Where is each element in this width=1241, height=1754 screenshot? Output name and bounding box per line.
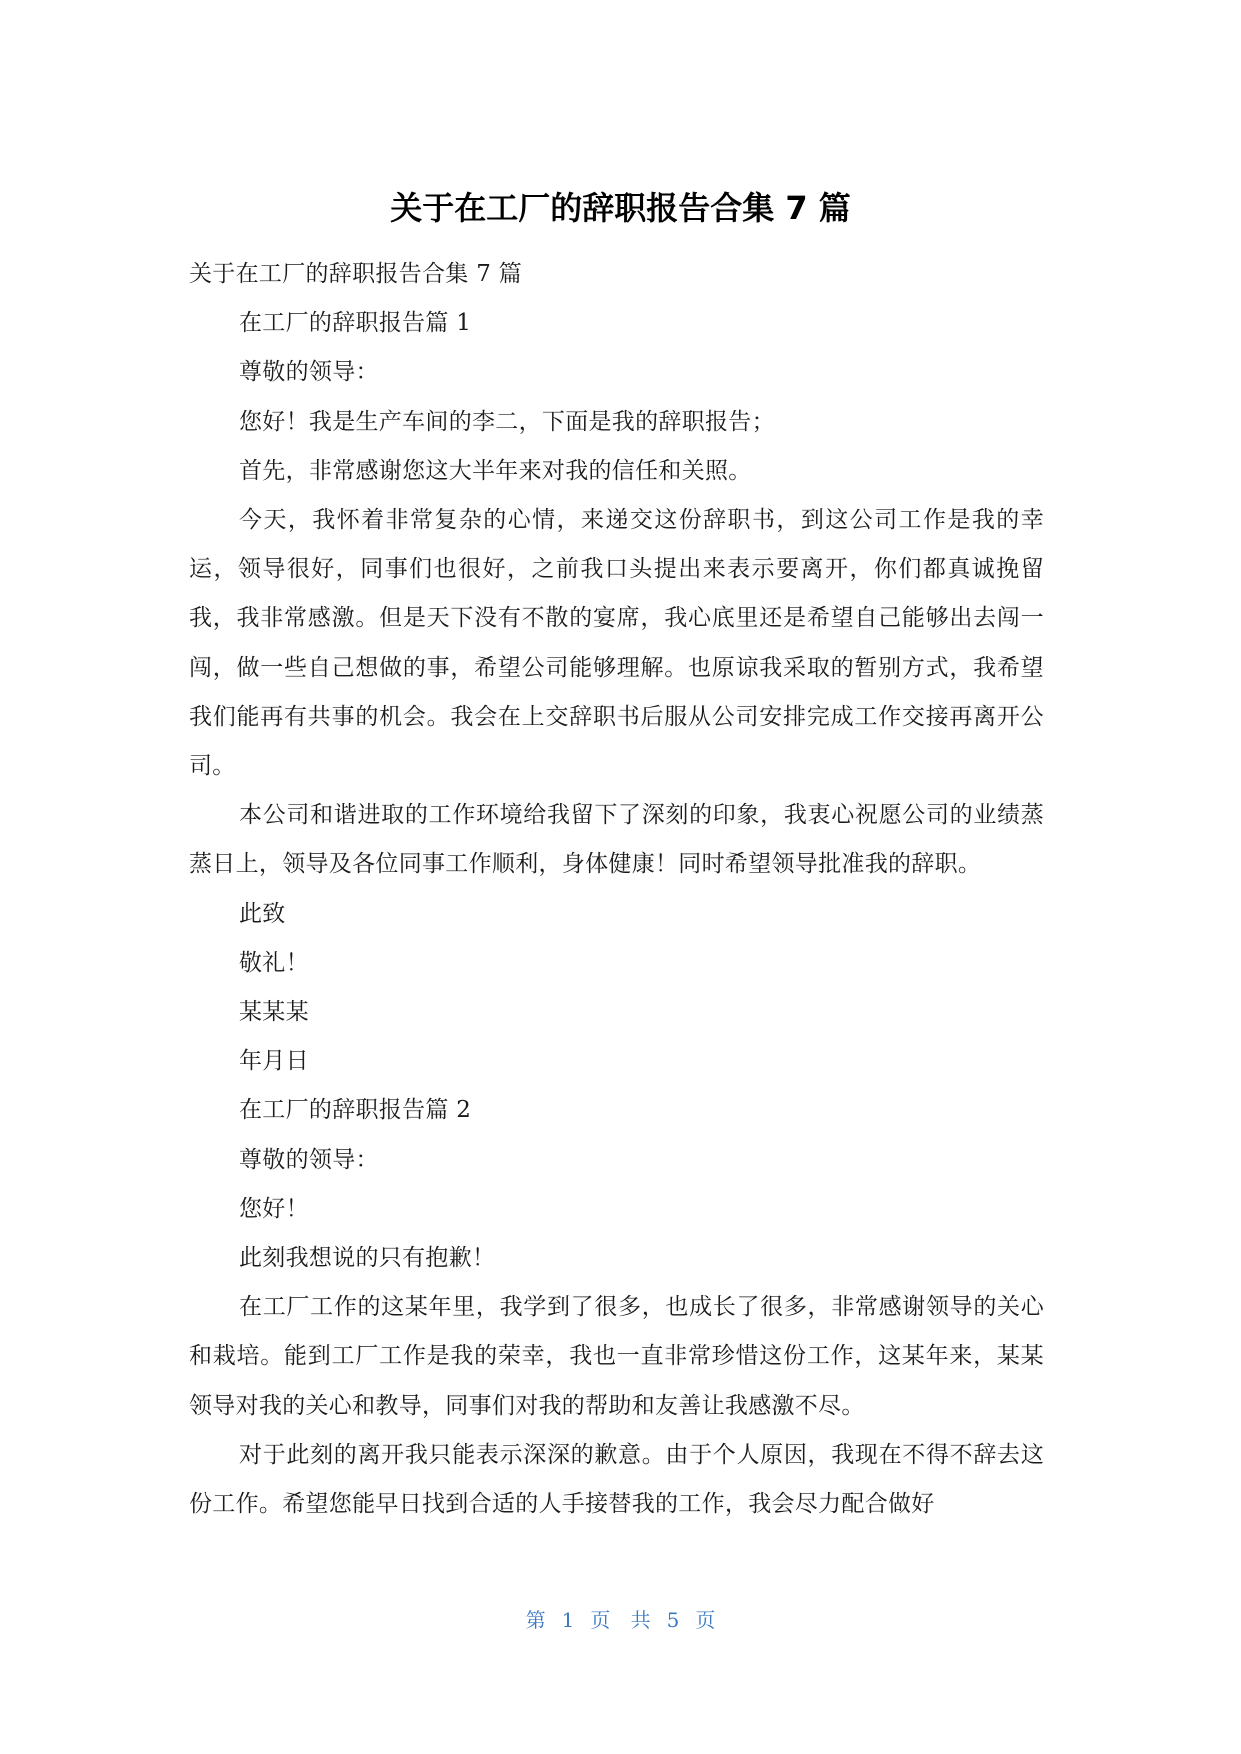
paragraph: 今天，我怀着非常复杂的心情，来递交这份辞职书，到这公司工作是我的幸运，领导很好，同事们也很好，之前我口头提出来表示要离开，你们都真诚挽留我，我非常感激。但是天下没有不散的宴席，我心底里还是希望自己能够出去闯一闯，做一些自己想做的事，希望公司能够理解。也原谅我采取的暂别方式，我希望我们能再有共事的机会。我会在上交辞职书后服从公司安排完成工作交接再离开公司。 — [189, 507, 1044, 780]
closing-line: 此致 — [239, 900, 286, 927]
footer-total-pages: 5 — [666, 1608, 680, 1632]
paragraph: 首先，非常感谢您这大半年来对我的信任和关照。 — [239, 457, 752, 484]
section-heading-1: 在工厂的辞职报告篇 1 — [239, 310, 472, 337]
greeting: 您好！ — [239, 1195, 309, 1222]
page-number-footer — [0, 1606, 1241, 1634]
paragraph: 在工厂工作的这某年里，我学到了很多，也成长了很多，非常感谢领导的关心和栽培。能到工厂工作是我的荣幸，我也一直非常珍惜这份工作，这某年来，某某领导对我的关心和教导，同事们对我的帮助和友善让我感激不尽。 — [189, 1294, 1044, 1419]
paragraph: 对于此刻的离开我只能表示深深的歉意。由于个人原因，我现在不得不辞去这份工作。希望您能早日找到合适的人手接替我的工作，我会尽力配合做好 — [189, 1441, 1044, 1518]
closing-regards: 敬礼！ — [239, 949, 309, 976]
paragraph: 此刻我想说的只有抱歉！ — [239, 1245, 496, 1272]
footer-label-page: 第 — [525, 1608, 546, 1632]
salutation: 尊敬的领导： — [239, 1146, 379, 1173]
document-subtitle: 关于在工厂的辞职报告合集 7 篇 — [189, 261, 523, 287]
section-heading-2: 在工厂的辞职报告篇 2 — [239, 1097, 472, 1124]
greeting: 您好！我是生产车间的李二，下面是我的辞职报告； — [239, 408, 775, 435]
document-body — [189, 250, 1044, 1529]
paragraph: 本公司和谐进取的工作环境给我留下了深刻的印象，我衷心祝愿公司的业绩蒸蒸日上，领导及各位同事工作顺利，身体健康！同时希望领导批准我的辞职。 — [189, 802, 1044, 878]
salutation: 尊敬的领导： — [239, 359, 379, 386]
footer-current-page: 1 — [561, 1608, 575, 1632]
signature-date: 年月日 — [239, 1048, 309, 1075]
signature-name: 某某某 — [239, 999, 309, 1026]
page-title: 关于在工厂的辞职报告合集 7 篇 — [390, 189, 851, 227]
footer-label-of: 页 共 — [590, 1608, 651, 1632]
footer-label-pages: 页 — [695, 1608, 716, 1632]
